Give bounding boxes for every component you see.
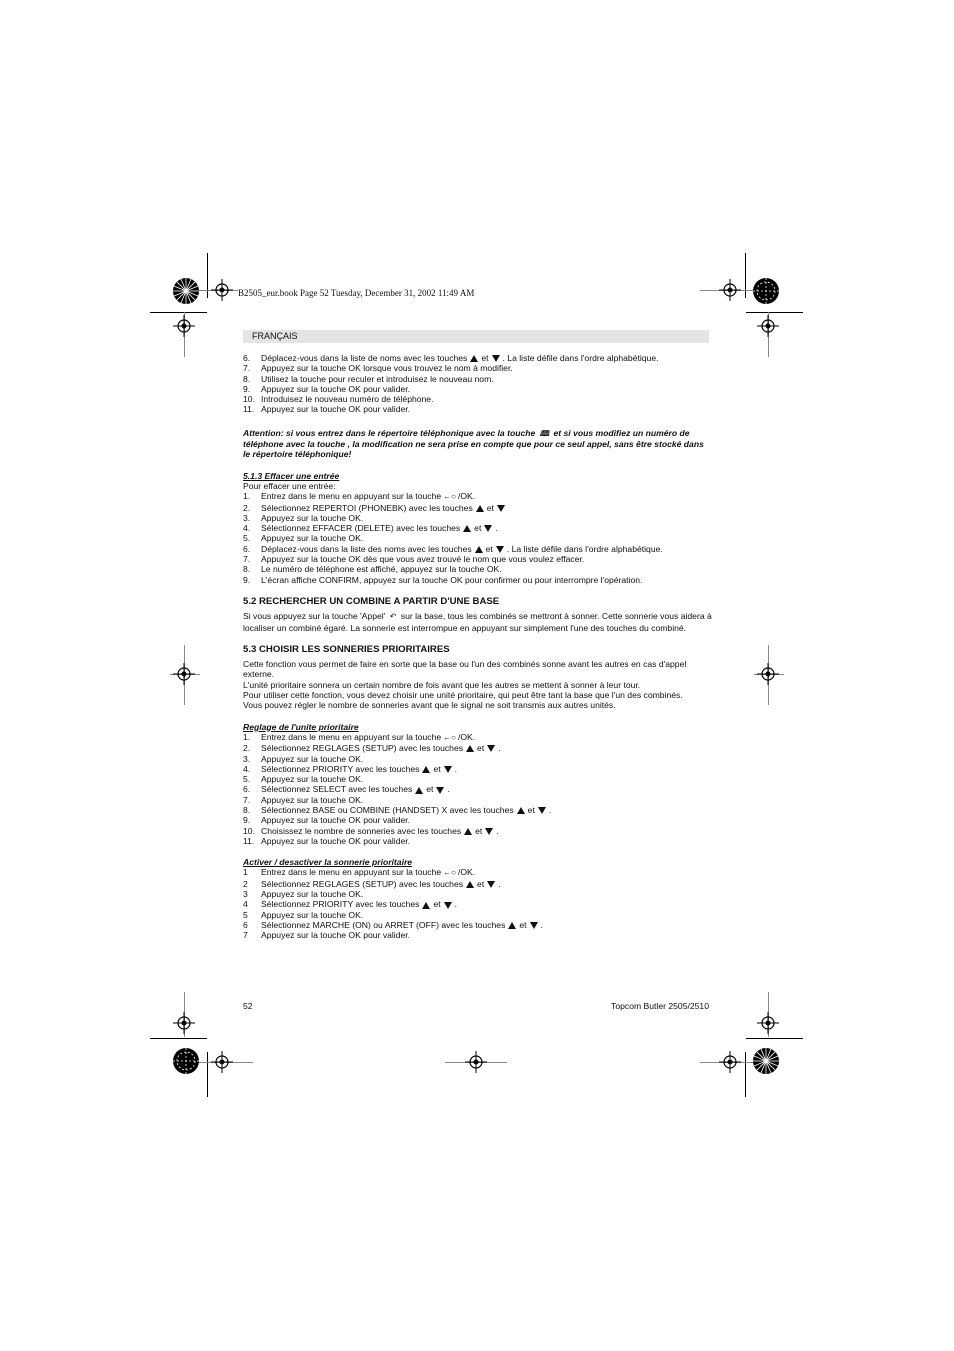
arrow-up-icon — [422, 766, 430, 773]
list-item-number: 11. — [243, 835, 255, 846]
list-item-conjunction: et — [477, 878, 485, 889]
list-item-label: Appuyez sur la touche OK. — [261, 753, 364, 764]
arrow-down-icon — [530, 922, 538, 929]
list-item — [243, 836, 713, 846]
list-item-text — [261, 764, 713, 774]
list-item-text — [261, 394, 713, 404]
list-item-text — [261, 564, 713, 574]
list-item-conjunction: et — [519, 919, 527, 930]
list-item — [243, 404, 713, 414]
registration-mark-icon — [719, 1051, 741, 1073]
list-item-text — [261, 910, 713, 920]
list-item-label: Sélectionnez REGLAGES (SETUP) avec les touches — [261, 743, 464, 754]
list-item — [243, 554, 713, 564]
list-item-text — [261, 795, 713, 805]
list-item-number: 10. — [243, 394, 255, 405]
list-item-number: 11. — [243, 404, 255, 415]
list-item-number: 5. — [243, 774, 251, 785]
list-item — [243, 764, 713, 774]
list-item — [243, 930, 713, 940]
registration-mark-icon — [719, 279, 741, 301]
list-item-suffix: . — [540, 919, 543, 930]
list-item-text — [261, 784, 713, 794]
list-item-suffix: /OK. — [457, 867, 476, 878]
steps-list-modify — [243, 353, 713, 415]
list-item-label: Sélectionnez EFFACER (DELETE) avec les touches — [261, 523, 461, 534]
list-item — [243, 523, 713, 533]
list-item-suffix: . — [447, 784, 450, 795]
star-target-icon — [752, 1047, 780, 1075]
list-item-number: 1. — [243, 491, 251, 502]
star-target-icon — [752, 277, 780, 305]
list-item-label: Sélectionnez PRIORITY avec les touches — [261, 899, 420, 910]
list-item — [243, 394, 713, 404]
list-item-text — [261, 920, 713, 930]
crop-mark — [150, 1038, 207, 1039]
list-item-number: 8. — [243, 564, 251, 575]
arrow-down-icon — [496, 546, 504, 553]
list-item-conjunction: et — [433, 899, 441, 910]
list-item-text — [261, 774, 713, 784]
list-item-suffix: . — [454, 899, 457, 910]
list-item-text — [261, 826, 713, 836]
sub-priority-setup-title: Reglage de l'unite prioritaire — [243, 721, 359, 732]
list-item-conjunction: et — [475, 825, 483, 836]
list-item — [243, 491, 713, 502]
list-item-label: Appuyez sur la touche OK pour valider. — [261, 835, 411, 846]
list-item-number: 7. — [243, 363, 251, 374]
list-item-label: Appuyez sur la touche OK pour valider. — [261, 930, 411, 941]
list-item-text — [261, 544, 713, 554]
arrow-up-icon — [466, 745, 474, 752]
section-53-title: 5.3 CHOISIR LES SONNERIES PRIORITAIRES — [243, 643, 450, 655]
arrow-up-icon — [517, 807, 525, 814]
list-item-number: 3 — [243, 889, 248, 900]
list-item-label: Appuyez sur la touche OK. — [261, 889, 364, 900]
menu-key-icon: ←○ — [443, 732, 456, 742]
list-item — [243, 384, 713, 394]
sub-priority-toggle-title: Activer / desactiver la sonnerie prioritaire — [243, 857, 413, 868]
list-item-number: 6 — [243, 919, 248, 930]
list-item-suffix: . La liste défile dans l'ordre alphabétique. — [506, 543, 663, 554]
list-item — [243, 503, 713, 513]
arrow-down-icon — [538, 807, 546, 814]
page-number: 52 — [243, 1001, 253, 1011]
list-item-number: 3. — [243, 753, 251, 764]
list-item-number: 6. — [243, 543, 251, 554]
list-item-number: 3. — [243, 512, 251, 523]
list-item-label: Sélectionnez MARCHE (ON) ou ARRET (OFF) avec les touches — [261, 919, 506, 930]
list-item-label: Le numéro de téléphone est affiché, appuyez sur la touche OK. — [261, 564, 502, 575]
list-item-label: Appuyez sur la touche OK. — [261, 533, 364, 544]
list-item-number: 7. — [243, 794, 251, 805]
list-item-label: Appuyez sur la touche OK. — [261, 794, 364, 805]
list-item-text — [261, 353, 713, 363]
section-53-para: L'unité prioritaire sonnera un certain nombre de fois avant que les autres se mettent à sonner à leur tour. — [243, 679, 641, 690]
list-item-text — [261, 491, 713, 502]
section-513-title: 5.1.3 Effacer une entrée — [243, 470, 340, 481]
list-item — [243, 889, 713, 899]
list-item-number: 8. — [243, 804, 251, 815]
product-name: Topcom Butler 2505/2510 — [611, 1001, 709, 1011]
section-53-para: Pour utiliser cette fonction, vous devez choisir une unité prioritaire, qui peut être tant la base que l'un des combinés. — [243, 690, 683, 701]
crop-mark — [207, 1052, 208, 1097]
list-item-label: Déplacez-vous dans la liste de noms avec les touches — [261, 353, 468, 363]
list-item-number: 9. — [243, 815, 251, 826]
list-item-label: Sélectionnez REPERTOI (PHONEBK) avec les touches — [261, 502, 473, 513]
menu-key-icon: ←○ — [443, 492, 456, 502]
list-item-conjunction: et — [486, 502, 494, 513]
list-item-text — [261, 384, 713, 394]
list-item-suffix: . — [496, 825, 499, 836]
list-item-text — [261, 513, 713, 523]
arrow-up-icon — [476, 505, 484, 512]
list-item-suffix: /OK. — [457, 731, 476, 742]
steps-list-priority-setup — [243, 732, 713, 846]
list-item-text — [261, 867, 713, 878]
arrow-down-icon — [484, 525, 492, 532]
list-item-number: 6. — [243, 353, 251, 363]
registration-mark-icon — [757, 315, 779, 337]
list-item — [243, 575, 713, 585]
list-item-label: Appuyez sur la touche OK lorsque vous trouvez le nom à modifier. — [261, 363, 513, 374]
list-item — [243, 805, 713, 815]
list-item-text — [261, 732, 713, 743]
list-item-conjunction: et — [433, 763, 441, 774]
list-item-suffix: . — [454, 763, 457, 774]
registration-mark-icon — [173, 663, 195, 685]
list-item — [243, 743, 713, 753]
arrow-up-icon — [475, 546, 483, 553]
section-52-title: 5.2 RECHERCHER UN COMBINE A PARTIR D'UNE BASE — [243, 595, 500, 607]
list-item — [243, 826, 713, 836]
list-item-label: Entrez dans le menu en appuyant sur la touche — [261, 491, 442, 502]
list-item-number: 10. — [243, 825, 255, 836]
list-item-text — [261, 523, 713, 533]
list-item-label: Utilisez la touche pour reculer et introduisez le nouveau nom. — [261, 373, 494, 384]
menu-key-icon: ←○ — [443, 868, 456, 878]
list-item-number: 9. — [243, 574, 251, 585]
list-item-text — [261, 879, 713, 889]
list-item-conjunction: et — [485, 543, 493, 554]
list-item-text — [261, 805, 713, 815]
list-item-label: Sélectionnez PRIORITY avec les touches — [261, 763, 420, 774]
list-item-label: Introduisez le nouveau numéro de téléphone. — [261, 394, 434, 405]
list-item-number: 1. — [243, 731, 251, 742]
list-item-number: 7. — [243, 554, 251, 565]
arrow-down-icon — [487, 745, 495, 752]
section-513-intro: Pour effacer une entrée: — [243, 480, 336, 491]
list-item-label: Appuyez sur la touche OK pour valider. — [261, 383, 411, 394]
arrow-down-icon — [436, 787, 444, 794]
list-item-suffix: . — [495, 523, 498, 534]
list-item-text — [261, 743, 713, 753]
book-header-info: B2505_eur.book Page 52 Tuesday, December 31, 2002 11:49 AM — [238, 288, 475, 298]
list-item-text — [261, 899, 713, 909]
list-item-text — [261, 815, 713, 825]
list-item-suffix: . — [548, 804, 552, 815]
crop-mark — [745, 253, 746, 298]
list-item-text — [261, 889, 713, 899]
list-item — [243, 732, 713, 743]
arrow-down-icon — [497, 505, 505, 512]
list-item-number: 4. — [243, 523, 251, 534]
section-52-text: Si vous appuyez sur la touche 'Appel' ↶ sur la base, tous les combinés se mettront à sonner. Cette sonnerie vous aidera à localiser un combiné égaré. La sonnerie est interrompue en appuyant sur simplement l'une des touches du combiné. — [243, 611, 712, 633]
list-item — [243, 867, 713, 878]
list-item — [243, 353, 713, 363]
star-target-icon — [172, 277, 200, 305]
list-item-text — [261, 554, 713, 564]
list-item — [243, 564, 713, 574]
crop-mark — [745, 1052, 746, 1097]
list-item — [243, 374, 713, 384]
crop-mark — [746, 1038, 803, 1039]
list-item-text — [261, 404, 713, 414]
list-item-number: 4. — [243, 763, 251, 774]
section-53-para: Cette fonction vous permet de faire en sorte que la base ou l'un des combinés sonne avant les autres en cas d'appel externe. — [243, 659, 687, 680]
list-item-suffix: . La liste défile dans l'ordre alphabétique. — [502, 353, 659, 363]
arrow-up-icon — [464, 828, 472, 835]
list-item-text — [261, 374, 713, 384]
list-item — [243, 784, 713, 794]
list-item-text — [261, 363, 713, 373]
list-item-number: 5. — [243, 533, 251, 544]
list-item-label: Choisissez le nombre de sonneries avec les touches — [261, 825, 462, 836]
list-item-label: Appuyez sur la touche OK pour valider. — [261, 404, 411, 415]
arrow-down-icon — [492, 355, 500, 362]
list-item-text — [261, 575, 713, 585]
list-item-text — [261, 930, 713, 940]
steps-list-priority-toggle — [243, 867, 713, 940]
list-item-suffix: . — [498, 878, 501, 889]
registration-mark-icon — [757, 1012, 779, 1034]
crop-mark — [207, 253, 208, 298]
registration-mark-icon — [211, 1051, 233, 1073]
list-item-conjunction: et — [426, 784, 434, 795]
list-item-number: 2 — [243, 878, 248, 889]
list-item-number: 9. — [243, 383, 251, 394]
list-item-number: 2. — [243, 502, 251, 513]
list-item-conjunction: et — [477, 743, 485, 754]
attention-note: Attention: si vous entrez dans le répertoire téléphonique avec la touche 🕮 et si vous modifiez un numéro de téléphone avec la touche , la modification ne sera prise en compte que pour ce seul appel, sans être stocké dans le répertoire téléphonique! — [243, 427, 704, 460]
list-item-suffix: . — [498, 743, 501, 754]
list-item — [243, 795, 713, 805]
list-item-label: Entrez dans le menu en appuyant sur la touche — [261, 731, 442, 742]
list-item-text — [261, 503, 713, 513]
arrow-up-icon — [415, 787, 423, 794]
list-item-number: 8. — [243, 373, 251, 384]
list-item-label: Déplacez-vous dans la liste des noms avec les touches — [261, 543, 472, 554]
list-item-label: Appuyez sur la touche OK pour valider. — [261, 815, 411, 826]
star-target-icon — [172, 1047, 200, 1075]
list-item-number: 6. — [243, 784, 251, 795]
list-item — [243, 363, 713, 373]
steps-list-delete — [243, 491, 713, 585]
list-item — [243, 920, 713, 930]
arrow-up-icon — [470, 355, 478, 362]
arrow-down-icon — [485, 828, 493, 835]
arrow-down-icon — [444, 902, 452, 909]
arrow-down-icon — [487, 881, 495, 888]
page-key-icon: ↶ — [389, 612, 397, 622]
registration-mark-icon — [173, 1012, 195, 1034]
list-item-suffix: /OK. — [457, 491, 476, 502]
list-item-number: 2. — [243, 743, 251, 754]
registration-mark-icon — [211, 279, 233, 301]
list-item — [243, 879, 713, 889]
list-item-text — [261, 836, 713, 846]
language-bar — [243, 330, 709, 343]
list-item — [243, 910, 713, 920]
arrow-down-icon — [444, 766, 452, 773]
list-item — [243, 544, 713, 554]
list-item-label: Appuyez sur la touche OK. — [261, 774, 364, 785]
registration-mark-icon — [465, 1051, 487, 1073]
list-item — [243, 754, 713, 764]
list-item — [243, 513, 713, 523]
list-item — [243, 533, 713, 543]
arrow-up-icon — [508, 922, 516, 929]
section-53-para: Vous pouvez régler le nombre de sonneries avant que le signal ne soit transmis aux autres unités. — [243, 700, 616, 711]
crop-mark — [150, 312, 207, 313]
list-item-conjunction: et — [474, 523, 482, 534]
arrow-up-icon — [463, 525, 471, 532]
phonebook-icon: 🕮 — [539, 428, 550, 438]
list-item-conjunction: et — [527, 804, 535, 815]
list-item — [243, 899, 713, 909]
registration-mark-icon — [173, 315, 195, 337]
list-item-label: Sélectionnez SELECT avec les touches — [261, 784, 413, 795]
list-item-number: 1 — [243, 867, 248, 878]
arrow-up-icon — [422, 902, 430, 909]
arrow-up-icon — [466, 881, 474, 888]
list-item-label: Sélectionnez BASE ou COMBINE (HANDSET) X avec les touches — [261, 804, 514, 815]
list-item-number: 7 — [243, 930, 248, 941]
crop-mark — [746, 312, 803, 313]
list-item-text — [261, 754, 713, 764]
document-body — [243, 353, 713, 941]
list-item-label: Appuyez sur la touche OK dès que vous avez trouvé le nom que vous voulez effacer. — [261, 554, 585, 565]
list-item-label: Appuyez sur la touche OK. — [261, 909, 364, 920]
list-item-label: Appuyez sur la touche OK. — [261, 512, 364, 523]
list-item-label: L'écran affiche CONFIRM, appuyez sur la touche OK pour confirmer ou pour interrompre l'opération. — [261, 574, 643, 585]
list-item — [243, 815, 713, 825]
list-item-label: Entrez dans le menu en appuyant sur la touche — [261, 867, 442, 878]
list-item — [243, 774, 713, 784]
language-label: FRANÇAIS — [252, 331, 298, 341]
list-item-number: 5 — [243, 909, 248, 920]
list-item-number: 4 — [243, 899, 248, 910]
registration-mark-icon — [757, 663, 779, 685]
list-item-text — [261, 533, 713, 543]
list-item-label: Sélectionnez REGLAGES (SETUP) avec les touches — [261, 878, 464, 889]
list-item-conjunction: et — [481, 353, 489, 363]
